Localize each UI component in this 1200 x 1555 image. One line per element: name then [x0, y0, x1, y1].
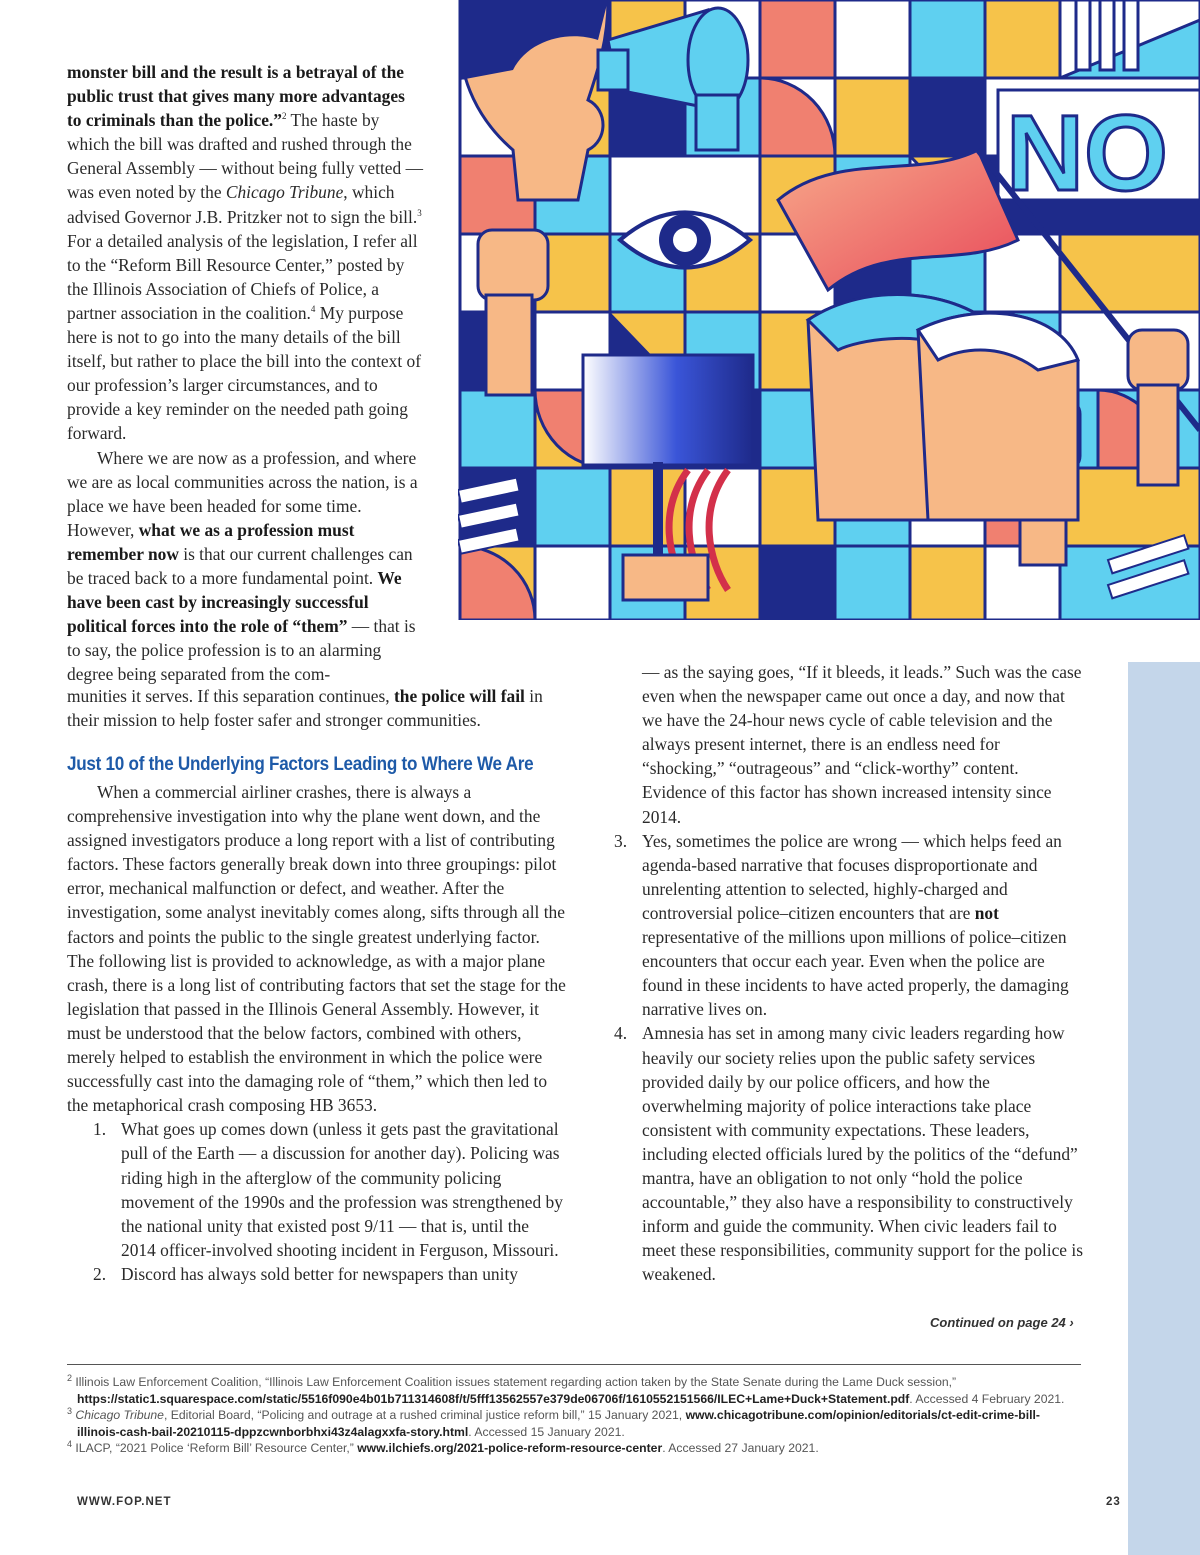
svg-text:NO: NO	[1006, 92, 1168, 213]
left-column-wide-line	[67, 684, 567, 732]
right-column	[614, 660, 1084, 1286]
section-heading: Just 10 of the Underlying Factors Leading to Where We Are	[67, 754, 534, 775]
hero-illustration	[458, 0, 1200, 620]
page-number: 23	[1106, 1496, 1121, 1508]
list-number: 2.	[93, 1263, 107, 1284]
profession-paragraph-end: munities it serves. If this separation continues, the police will fail in their mission to help foster safer and stronger communities.	[67, 686, 543, 731]
list-item: 1. What goes up comes down (unless it gets past the gravitational pull of the Earth — a discussion for another day). Policing was riding high in the afterglow of the community policing movement of the 1990s and the profession was strengthened by the national unity that existed post 9/11 — that is, until the 2014 officer-involved shooting incident in Ferguson, Missouri.	[93, 1119, 563, 1260]
no-sign	[998, 90, 1200, 213]
footnote-3: $^3$ Chicago Tribune, Editorial Board, “Policing and outrage at a rushed criminal justice reform bill,” 15 January 2021, www.chicagotribune.com/opinion/editorials/ct-edit-crime-bill-illinois-cash-bail-20210115-dppzcwnborbhxi43z4alagxxfa-story.html. Accessed 15 January 2021.	[67, 1405, 1040, 1439]
side-color-band	[1128, 662, 1200, 1555]
factor-list-left	[67, 1117, 567, 1286]
footnote-2: $^2$ Illinois Law Enforcement Coalition, “Illinois Law Enforcement Coalition issues statement regarding action taken by the State Senate during the Lame Duck session,” https://static1.squarespace.com/static/5516f090e4b01b711314608f/t/5fff13562557e379de06706f/1610552151566/ILEC+Lame+Duck+Statement.pdf. Accessed 4 February 2021.	[67, 1372, 1065, 1406]
footnote-4: $^4$ ILACP, “2021 Police ‘Reform Bill’ Resource Center,” www.ilchiefs.org/2021-police-reform-resource-center. Accessed 27 January 2021.	[67, 1438, 819, 1455]
list-item: 4. Amnesia has set in among many civic leaders regarding how heavily our society relies upon the public safety services provided daily by our police officers, and how the overwhelming majority of police interactions take place consistent with community expectations. These leaders, including elected officials lured by the politics of the “defund” mantra, have an obligation to not only “hold the police accountable,” they also have a responsibility to constructively inform and guide the community. When civic leaders fail to meet these responsibilities, community support for the police is weakened.	[614, 1023, 1083, 1285]
list-number: 1.	[93, 1119, 107, 1140]
footnote-rule	[67, 1364, 1081, 1365]
factor-2-continued: — as the saying goes, “If it bleeds, it leads.” Such was the case even when the newspaper came out once a day, and now that we have the 24-hour news cycle of cable television and the always present internet, there is an endless need for “shocking,” “outrageous” and “click-worthy” content. Evidence of this factor has shown increased intensity since 2014.	[642, 662, 1082, 827]
profession-paragraph: Where we are now as a profession, and where we are as local communities across the nation, is a place we have been headed for some time. However, what we as a profession must remember now is that our current challenges can be traced back to a more fundamental point. We have been cast by increasingly successful political forces into the role of “them” — that is to say, the police profession is to an alarming degree being separated from the com-	[67, 447, 418, 685]
list-number: 3.	[614, 830, 628, 851]
list-number: 4.	[614, 1023, 628, 1044]
list-item: 2. Discord has always sold better for newspapers than unity	[67, 1262, 567, 1286]
crash-paragraph: When a commercial airliner crashes, there is always a comprehensive investigation into why the plane went down, and the assigned investigators produce a long report with a list of contributing factors. These factors generally break down into three groupings: pilot error, mechanical malfunction or defect, and weather. After the investigation, some analyst inevitably comes along, sifts through all the factors and points the public to the single greatest underlying factor. The following list is provided to acknowledge, as with a major plane crash, there is a long list of contributing factors that set the stage for the legislation that passed in the Illinois General Assembly. However, it must be understood that the below factors, combined with others, merely helped to establish the environment in which the police were successfully cast into the damaging role of “them,” which then led to the metaphorical crash composing HB 3653.	[67, 782, 566, 1116]
footer-site[interactable]: WWW.FOP.NET	[77, 1496, 172, 1508]
factor-list-right	[614, 829, 1084, 1287]
footnotes	[67, 1374, 1081, 1457]
left-column-top	[67, 60, 423, 686]
continued-link[interactable]: Continued on page 24 ›	[930, 1315, 1074, 1330]
left-column-bottom	[67, 780, 567, 1286]
intro-paragraph: monster bill and the result is a betrayal of the public trust that gives many more advantages to criminals than the police.”$^2$ The haste by which the bill was drafted and rushed through the General Assembly — without being fully vetted — was even noted by the Chicago Tribune, which advised Governor J.B. Pritzker not to sign the bill.$^3$ For a detailed analysis of the legislation, I refer all to the “Reform Bill Resource Center,” posted by the Illinois Association of Chiefs of Police, a partner association in the coalition.$^4$ My purpose here is not to go into the many details of the bill itself, but rather to place the bill into the context of our profession’s larger circumstances, and to provide a key reminder on the needed path going forward.	[67, 62, 423, 444]
list-item: 3. Yes, sometimes the police are wrong — which helps feed an agenda-based narrative that focuses disproportionate and unrelenting attention to selected, highly-charged and controversial police–citizen encounters that are not representative of the millions upon millions of police–citizen encounters that occur each year. Even when the police are found in these incidents to have acted properly, the damaging narrative lives on.	[614, 830, 1069, 1020]
